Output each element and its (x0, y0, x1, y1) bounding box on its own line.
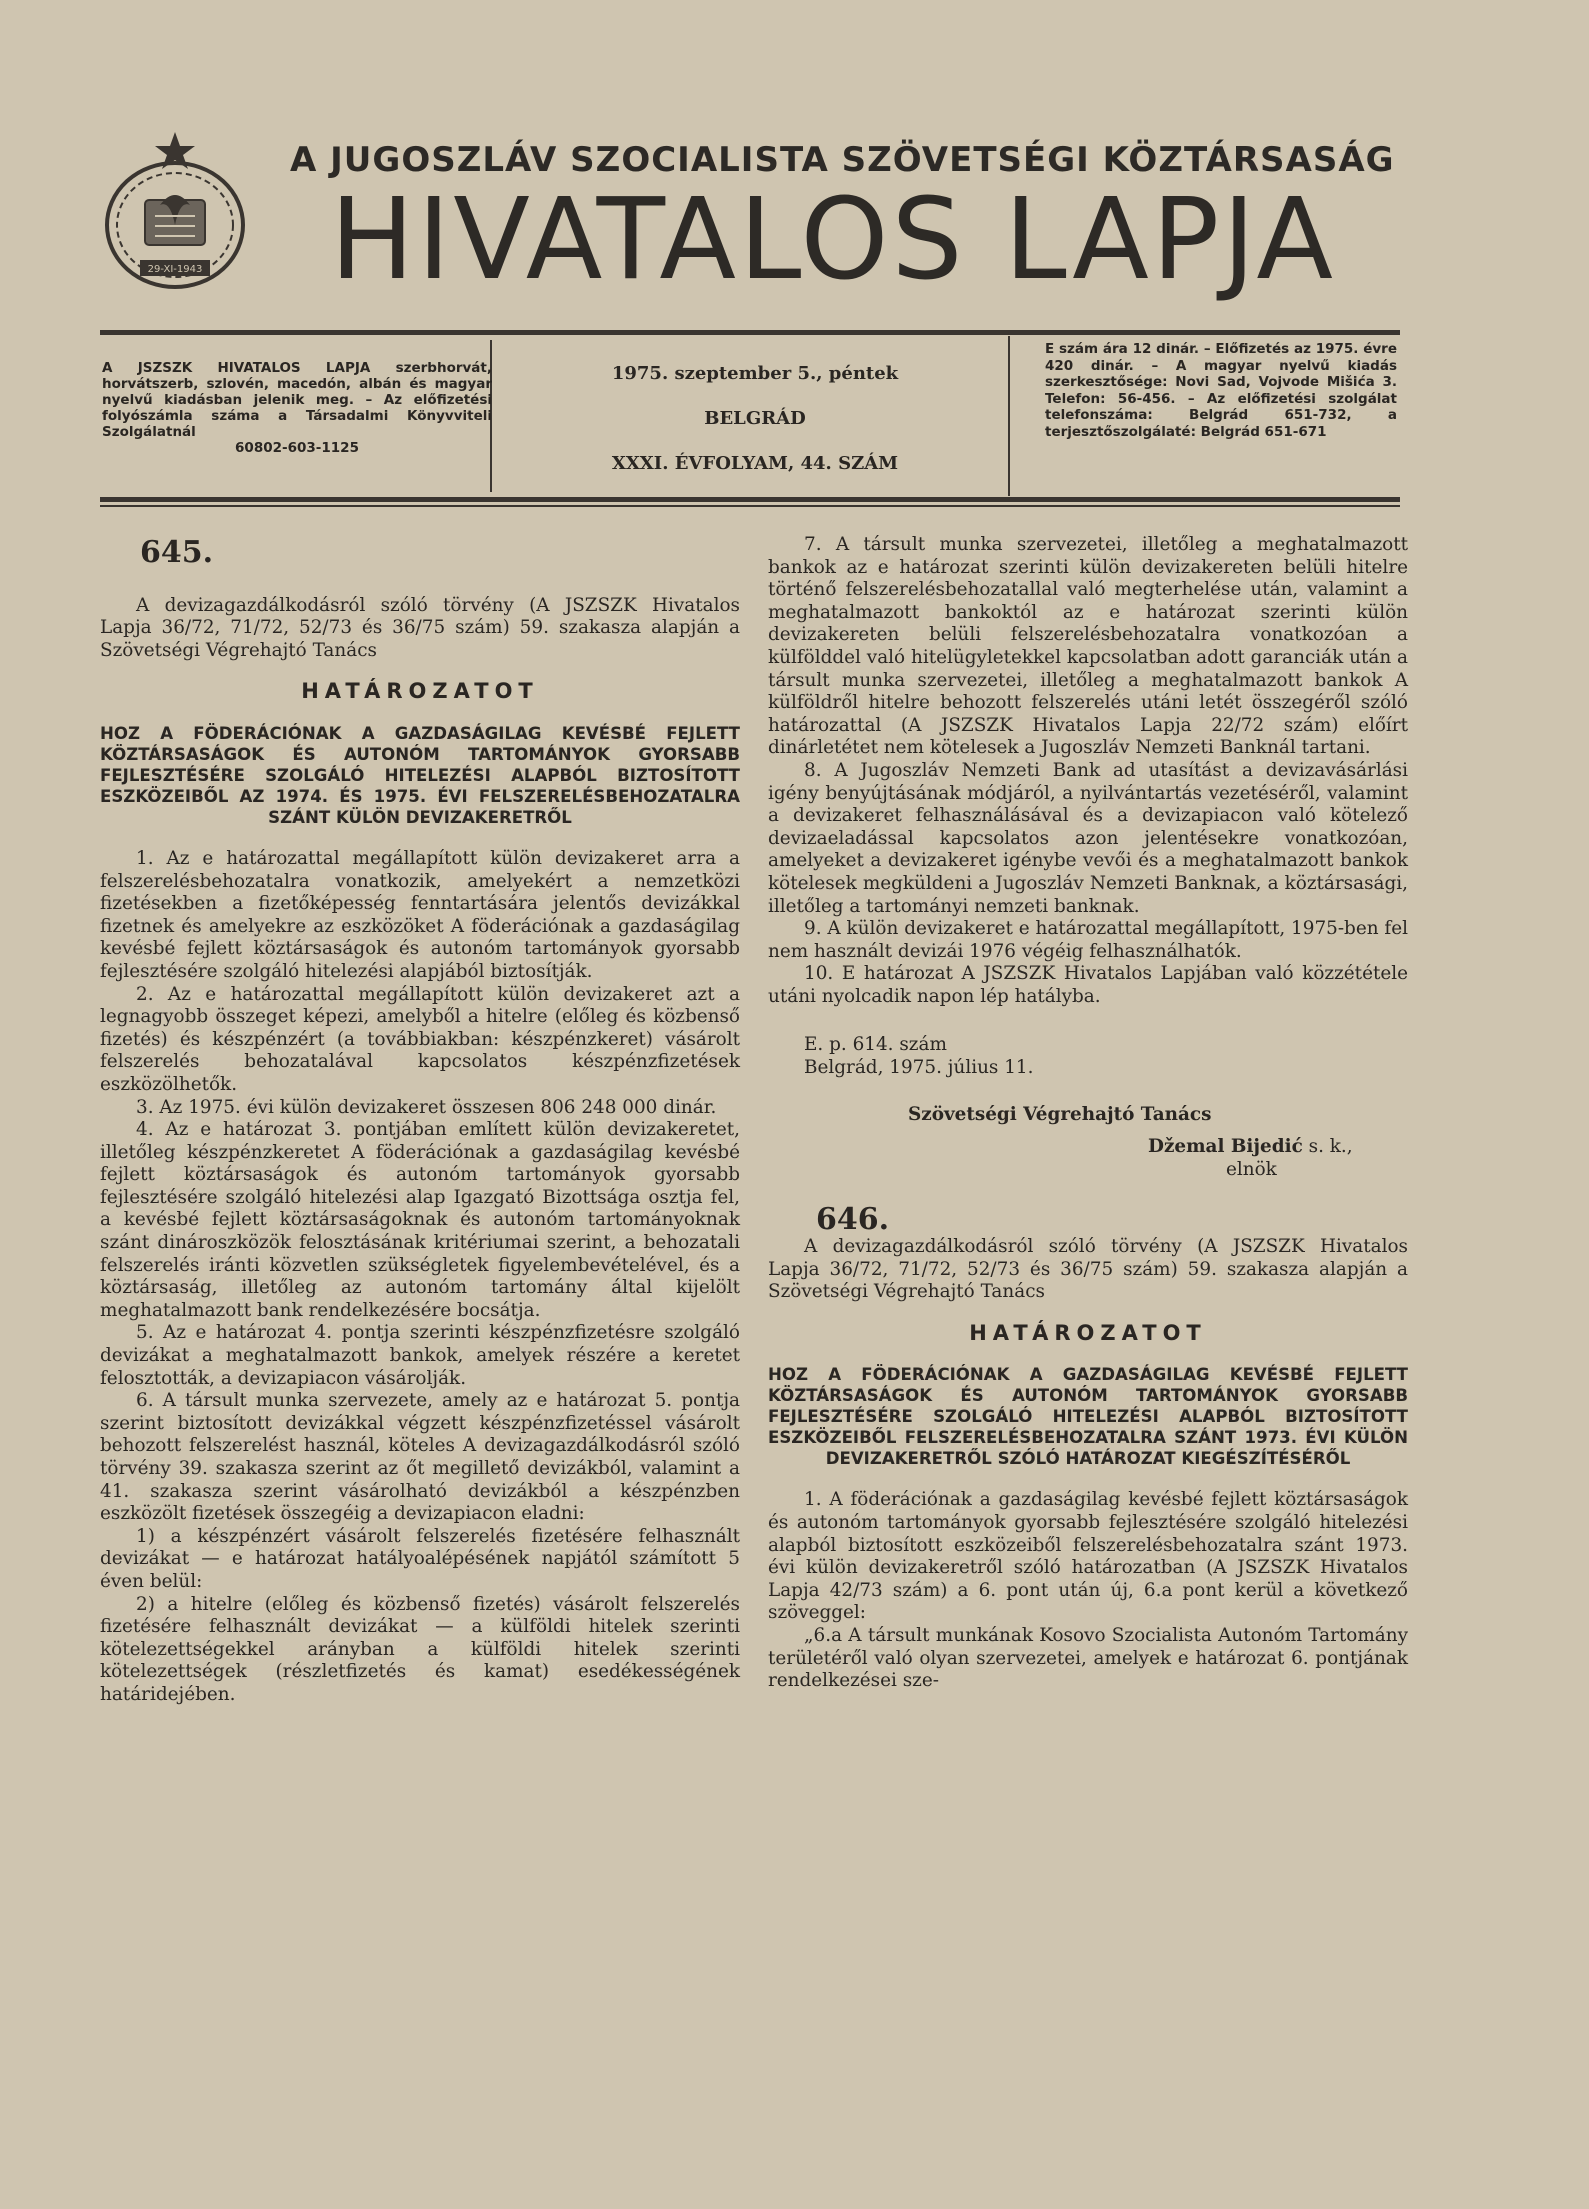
account-number: 60802-603-1125 (235, 440, 359, 456)
decision-heading: HATÁROZATOT (969, 1320, 1207, 1345)
header-rule-bottom (100, 497, 1400, 502)
signatory-suffix: s. k., (1302, 1136, 1353, 1158)
column-right (768, 534, 1408, 1693)
article-intro: A devizagazdálkodásról szóló törvény (A JSZSZK Hivatalos Lapja 36/72, 71/72, 52/73 és 36/75 szám) 59. szakasza alapján a Szövetségi Végrehajtó Tanács (100, 594, 740, 661)
article-number: 645. (140, 535, 214, 570)
issue-city: BELGRÁD (704, 408, 806, 429)
paragraph: 6. A társult munka szervezete, amely az e határozat 5. pontja szerint biztosított devizákkal végzett készpénzfizetéssel vásárolt behozott felszerelést használ, köteles A devizagazdálkodásról szóló törvény 39. szakasza szerint az őt megillető devizákból, valamint a 41. szakasza szerint vásárolható devizákból a készpénzben eszközölt fizetések összegéig a devizapiacon eladni: (100, 1390, 740, 1525)
article-intro: A devizagazdálkodásról szóló törvény (A JSZSZK Hivatalos Lapja 36/72, 71/72, 52/73 és 36/75 szám) 59. szakasza alapján a Szövetségi Végrehajtó Tanács (768, 1236, 1408, 1303)
header-publication-info (102, 360, 492, 456)
paragraph: „6.a A társult munkának Kosovo Szocialista Autonóm Tartomány területéről való olyan szervezetei, amelyek e határozat 6. pontjának rendelkezései sze- (768, 1624, 1408, 1692)
article-number: 646. (816, 1202, 890, 1238)
issue-volume: XXXI. ÉVFOLYAM, 44. SZÁM (611, 453, 899, 474)
paragraph: 1) a készpénzért vásárolt felszerelés fizetésére felhasznált devizákat — e határozat hatályoalépésének napjától számított 5 éven belül: (100, 1525, 740, 1592)
paragraph: 8. A Jugoszláv Nemzeti Bank ad utasítást a devizavásárlási igény benyújtásának módjáról, a nyilvántartás vezetéséről, valamint a devizakeret felhasználásával és a devizapiacon való kötelező devizaeladással kapcsolatos azon jelentésekre vonatkozóan, amelyeket a devizakeret igénybe vevői és a meghatalmazott bankok kötelesek megküldeni a Jugoszláv Nemzeti Banknak, a köztársasági, illetőleg a tartományi nemzeti banknak. (768, 759, 1408, 917)
column-left (100, 535, 740, 1707)
paragraph: 2) a hitelre (előleg és közbenső fizetés) vásárolt felszerelés fizetésére felhasznált devizákat — a külföldi hitelek szerinti kötelezettségekkel arányban a külföldi hitelek szerinti kötelezettségek (részletfizetés és kamat) esedékességének határidejében. (100, 1593, 740, 1705)
paragraph: 3. Az 1975. évi külön devizakeret összesen 806 248 000 dinár. (136, 1096, 717, 1118)
paragraph: 1. Az e határozattal megállapított külön devizakeret arra a felszerelésbehozatalra vonatkozik, amelyekért a nemzetközi fizetésekben a fizetőképesség fenntartására jelentős devizákkal fizetnek és amelyekre az eszközöket A föderációnak a gazdaságilag kevésbé fejlett köztársaságok és autonóm tartományok gyorsabb fejlesztésére szolgáló hitelezési alapjából biztosítják. (100, 847, 740, 982)
signatory-name: Džemal Bijedić (1148, 1136, 1303, 1158)
header-rule-bottom-thin (100, 505, 1400, 507)
paragraph: 5. Az e határozat 4. pontja szerinti készpénzfizetésre szolgáló devizákat a meghatalmazott bankok, amelyek részére a keretet felosztották, a devizapiacon vásárolják. (100, 1322, 740, 1389)
paragraph: 9. A külön devizakeret e határozattal megállapított, 1975-ben fel nem használt devizái 1976 végéig felhasználhatók. (768, 918, 1408, 962)
publication-info-text: A JSZSZK HIVATALOS LAPJA szerbhorvát, horvátszerb, szlovén, macedón, albán és magyar nyelvű kiadásban jelenik meg. – Az előfizetési folyószámla száma a Társadalmi Könyvviteli Szolgálatnál (102, 360, 492, 440)
issue-date: 1975. szeptember 5., péntek (611, 363, 899, 384)
state-emblem-icon (100, 130, 250, 295)
paragraph: 10. E határozat A JSZSZK Hivatalos Lapjában való közzététele utáni nyolcadik napon lép hatályba. (768, 963, 1408, 1007)
paragraph: 1. A föderációnak a gazdaságilag kevésbé fejlett köztársaságok és autonóm tartományok gyorsabb fejlesztésére szolgáló hitelezési alapból biztosított eszközeiből felszerelésbehozatalra szánt 1973. évi külön devizakeretről szóló határozatban (A JSZSZK Hivatalos Lapja 42/73 szám) a 6. pont után új, 6.a pont kerül a következő szöveggel: (768, 1489, 1408, 1624)
decision-subject: HOZ A FÖDERÁCIÓNAK A GAZDASÁGILAG KEVÉSBÉ FEJLETT KÖZTÁRSASÁGOK ÉS AUTONÓM TARTOMÁNYOK GYORSABB FEJLESZTÉSÉRE SZOLGÁLÓ HITELEZÉSI ALAPBÓL BIZTOSÍTOTT ESZKÖZEIBŐL AZ 1974. ÉS 1975. ÉVI FELSZERELÉSBEHOZATALRA SZÁNT KÜLÖN DEVIZAKERETRŐL (100, 723, 740, 827)
place-and-date: Belgrád, 1975. július 11. (804, 1057, 1034, 1079)
paragraph: 7. A társult munka szervezetei, illetőleg a meghatalmazott bankok az e határozat szerinti külön devizakereten belüli hitelre történő felszerelésbehozatallal való megterhelése után, valamint a meghatalmazott bankoktól az e határozat szerinti külön devizakereten belüli felszerelésbehozatalra vonatkozóan a külfölddel való hitelügyletekkel kapcsolatban adott garanciák után a társult munka szervezetei, illetőleg a meghatalmazott bankok A külföldről hitelre behozott felszerelés utáni letét összegéről szóló határozattal (A JSZSZK Hivatalos Lapja 22/72 szám) előírt dinárletétet nem kötelesek a Jugoszláv Nemzeti Banknál tartani. (768, 534, 1408, 759)
header-divider-right (1008, 336, 1010, 496)
paragraph: 2. Az e határozattal megállapított külön devizakeret azt a legnagyobb összeget képezi, amelyből a hitelre (előleg és közbenső fizetés) és készpénzért (a továbbiakban: készpénzkeret) vásárolt felszerelés behozatalával kapcsolatos készpénzfizetések eszközölhetők. (100, 983, 740, 1095)
signatory-title: elnök (1226, 1158, 1277, 1180)
reference-number: E. p. 614. szám (804, 1034, 947, 1056)
paragraph: 4. Az e határozat 3. pontjában említett külön devizakeretet, illetőleg készpénzkeretet A föderációnak a gazdaságilag kevésbé fejlett köztársaságok és autonóm tartományok gyorsabb fejlesztésére szolgáló hitelezési alap Igazgató Bizottsága osztja fel, a kevésbé fejlett köztársaságoknak és autonóm tartományoknak szánt dinároszközök felosztásának kritériumai szerint, a behozatali felszerelés iránti közvetlen szükségletek figyelembevételével, és a köztársaság, illetőleg az autonóm tartomány által kijelölt meghatalmazott bank rendelkezésére bocsátja. (100, 1119, 740, 1321)
masthead-title: HIVATALOS LAPJA (330, 175, 1337, 305)
signatory-organization: Szövetségi Végrehajtó Tanács (908, 1103, 1212, 1125)
header-rule-top (100, 330, 1400, 335)
masthead-supertitle: A JUGOSZLÁV SZOCIALISTA SZÖVETSÉGI KÖZTÁRSASÁG (290, 140, 1395, 180)
decision-subject: HOZ A FÖDERÁCIÓNAK A GAZDASÁGILAG KEVÉSBÉ FEJLETT KÖZTÁRSASÁGOK ÉS AUTONÓM TARTOMÁNYOK GYORSABB FEJLESZTÉSÉRE SZOLGÁLÓ HITELEZÉSI ALAPBÓL BIZTOSÍTOTT ESZKÖZEIBŐL FELSZERELÉSBEHOZATALRA SZÁNT 1973. ÉVI KÜLÖN DEVIZAKERETRŐL SZÓLÓ HATÁROZAT KIEGÉSZÍTÉSÉRŐL (768, 1365, 1408, 1469)
header-issue-info (510, 363, 1000, 498)
signatory (1148, 1136, 1408, 1159)
header-subscription-info: E szám ára 12 dinár. – Előfizetés az 1975. évre 420 dinár. – A magyar nyelvű kiadás szerkesztősége: Novi Sad, Vojvode Mišića 3. Telefon: 56-456. – Az előfizetési szolgálat telefonszáma: Belgrád 651-732, a terjesztőszolgálaté: Belgrád 651-671 (1045, 341, 1397, 440)
emblem-date: 29-XI-1943 (147, 264, 203, 275)
decision-heading: HATÁROZATOT (301, 679, 539, 704)
